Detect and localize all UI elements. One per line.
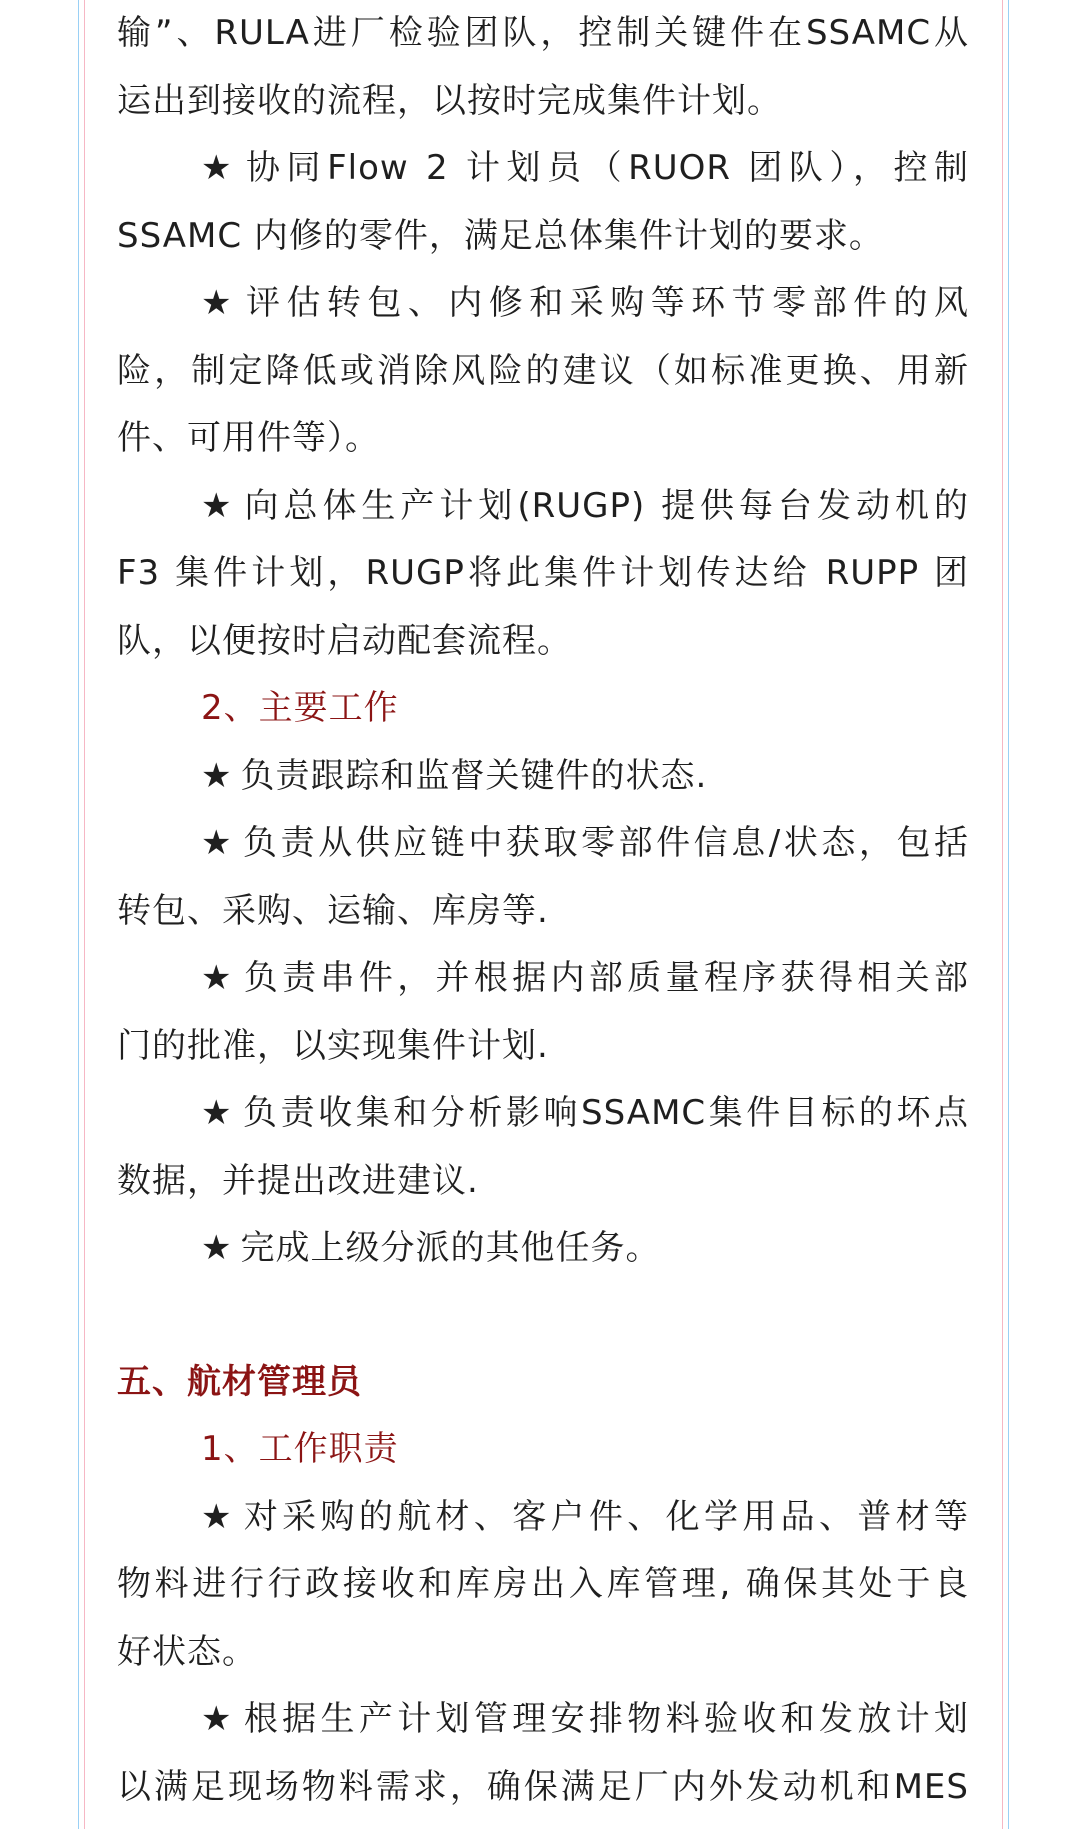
page-border-right-pink (1002, 0, 1003, 1829)
star-bullet-icon: ★ (201, 148, 239, 188)
bullet-text: 负责收集和分析影响SSAMC集件目标的坏点 (243, 1093, 969, 1133)
bullet-line (117, 473, 969, 541)
bullet-line (117, 743, 969, 811)
subheading-main-work: 2、主要工作 (201, 688, 399, 728)
bullet-line (117, 270, 969, 338)
bullet-text: 负责串件，并根据内部质量程序获得相关部 (243, 958, 969, 998)
body-line: 数据，并提出改进建议. (117, 1160, 479, 1201)
bullet-text: 评估转包、内修和采购等环节零部件的风 (245, 283, 969, 323)
body-line: 件、可用件等）。 (117, 418, 380, 458)
body-line: 转包、采购、运输、库房等. (117, 890, 549, 931)
body-line: SSAMC 内修的零件，满足总体集件计划的要求。 (117, 215, 884, 256)
bullet-text: 向总体生产计划(RUGP) 提供每台发动机的 (244, 485, 969, 526)
bullet-line (117, 1686, 969, 1754)
star-bullet-icon: ★ (201, 1228, 233, 1268)
bullet-text: 协同Flow 2 计划员（RUOR 团队），控制 (246, 148, 969, 188)
page-border-left-blue (78, 0, 79, 1829)
body-line: 好状态。 (117, 1631, 257, 1672)
body-line: F3 集件计划，RUGP将此集件计划传达给 RUPP 团 (117, 553, 969, 593)
star-bullet-icon: ★ (201, 1496, 236, 1537)
body-line: 物料进行行政接收和库房出入库管理, 确保其处于良 (117, 1564, 969, 1604)
bullet-line (117, 1215, 969, 1283)
subheading-job-duties: 1、工作职责 (201, 1429, 399, 1469)
bullet-line (117, 945, 969, 1013)
bullet-line (117, 135, 969, 203)
bullet-text: 负责从供应链中获取零部件信息/状态，包括 (243, 823, 969, 863)
bullet-line (117, 1080, 969, 1148)
star-bullet-icon: ★ (201, 958, 236, 998)
page-border-left-pink (84, 0, 85, 1829)
star-bullet-icon: ★ (201, 283, 238, 323)
bullet-text: 负责跟踪和监督关键件的状态. (240, 755, 708, 796)
page-border-right-blue (1008, 0, 1009, 1829)
bullet-text: 完成上级分派的其他任务。 (240, 1228, 661, 1268)
body-line: 以满足现场物料需求，确保满足厂内外发动机和MES (117, 1766, 969, 1807)
star-bullet-icon: ★ (201, 485, 237, 526)
section-heading-materials-admin: 五、航材管理员 (117, 1361, 362, 1402)
body-line: 险，制定降低或消除风险的建议（如标准更换、用新 (117, 350, 969, 391)
star-bullet-icon: ★ (201, 1699, 236, 1739)
star-bullet-icon: ★ (201, 1093, 236, 1133)
bullet-text: 对采购的航材、客户件、化学用品、普材等 (243, 1496, 969, 1537)
body-line: 输”、RULA进厂检验团队，控制关键件在SSAMC从 (117, 13, 969, 53)
star-bullet-icon: ★ (201, 823, 236, 863)
body-line: 运出到接收的流程，以按时完成集件计划。 (117, 80, 782, 121)
bullet-line (117, 1484, 969, 1552)
bullet-line (117, 810, 969, 878)
bullet-text: 根据生产计划管理安排物料验收和发放计划 (243, 1699, 969, 1739)
body-line: 队，以便按时启动配套流程。 (117, 620, 572, 661)
article-body (117, 0, 969, 1821)
body-line: 门的批准，以实现集件计划. (117, 1025, 549, 1066)
section-spacer (117, 1283, 969, 1349)
star-bullet-icon: ★ (201, 755, 233, 796)
